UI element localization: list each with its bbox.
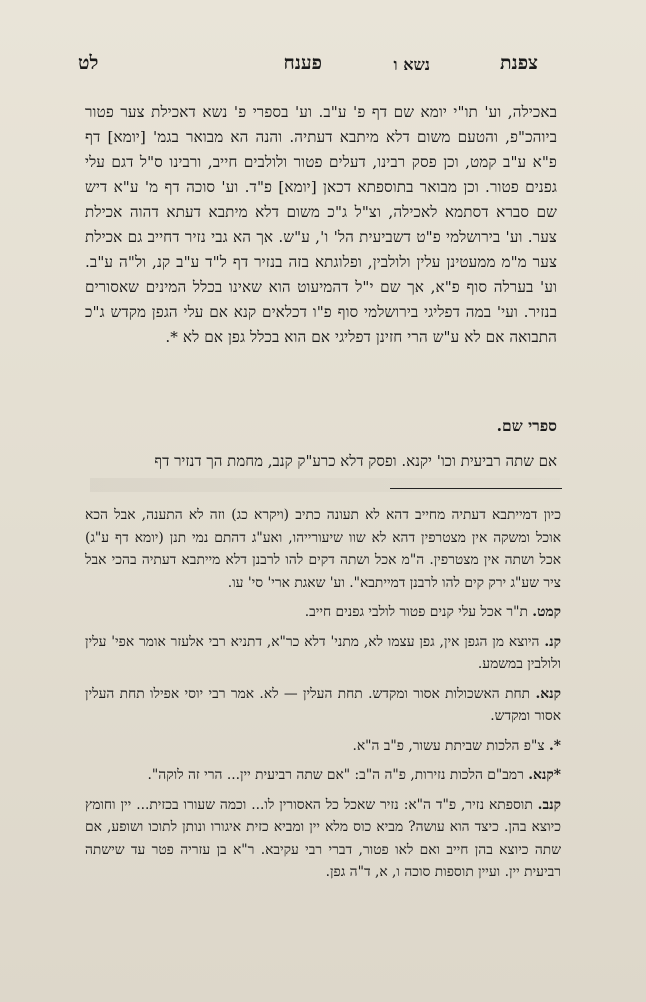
footnote-continuation	[85, 504, 561, 594]
footnote	[85, 794, 561, 884]
page-number: לט	[78, 52, 99, 74]
section-heading: ספרי שם.	[496, 416, 557, 435]
footnote	[85, 601, 561, 624]
footnote-label: קנב.	[537, 796, 561, 813]
footnote-text: תחת האשכולות אסור ומקדש. תחת העלין — לא. אמר רבי יוסי אפילו תחת העלין אסור ומקדש.	[85, 685, 561, 724]
footnote-text: היוצא מן הגפן אין, גפן עצמו לא, מתני' דלא כר"א, דתניא רבי אלעזר אומר אפי' עלין ולולבין במשמע.	[85, 633, 561, 672]
footnote-text: ת"ר אכל עלי קנים פטור לולבי גפנים חייב.	[304, 604, 528, 620]
footnote-label: קמט.	[532, 604, 561, 620]
footnote	[85, 683, 561, 728]
footnote	[85, 631, 561, 676]
running-header	[78, 52, 558, 82]
header-parsha: נשא ו	[393, 55, 430, 74]
footnote-label: *.	[548, 737, 561, 754]
footnote-text: תוספתא נזיר, פ"ד ה"א: נזיר שאכל כל האסורין לו... וכמה שעורו בכזית... יין וחומץ כיוצא בהן. כיצד הוא עושה? מביא כוס מלא יין ומביא כזית איגורו ונותן לתוכו ושופע, אם שתה כיוצא בהן חייב ואם לאו פטור, דברי רבי עקיבא. ר"א בן עזריה פטר עד שישתה רביעית יין. ועיין תוספות סוכה ו, א, ד"ה גפן.	[85, 796, 561, 880]
header-book-title-left: פענח	[283, 52, 322, 74]
section-text: אם שתה רביעית וכו' יקנא. ופסק דלא כרע"ק קנב, מחמת הך דנזיר דף	[154, 452, 557, 470]
footnote-separator	[390, 488, 562, 489]
footnote-label: קנא.	[535, 685, 561, 702]
bleed-through-shadow	[90, 478, 560, 492]
main-text: באכילה, וע' תו"י יומא שם דף פ' ע"ב. וע' בספרי פ' נשא דאכילת צער פטור ביוהכ"פ, והטעם משום דלא מיתבא דעתיה. והנה הא מבואר בגמ' [יומא] דף פ"א ע"ב קמט, וכן פסק רבינו, דעלים פטור ולולבים חייב, ורבינו ס"ל דגם עלי גפנים פטור. וכן מבואר בתוספתא דכאן [יומא] פ"ד. וע' סוכה דף מ' ע"א דיש שם סברא דסתמא לאכילה, וצ"ל ג"כ משום דלא מיתבא דעתא דהוה אכילת צער. וע' בירושלמי פ"ט דשביעית הל' ו', ע"ש. אך הא גבי נזיר דחייב גם אכילת צער מ"מ ממעטינן עלין ולולבין, ופלוגתא בזה בנזיר דף ל"ד ע"ב קנ, ול"ה ע"ב. וע' בערלה סוף פ"א, אך שם י"ל דהמיעוט הוא שאינו בכלל המינים שאסורים בנזיר. ועי' במה דפליגי בירושלמי סוף פ"ו דכלאים קנא אם עלי הגפן מקדש ג"כ התבואה אם לא ע"ש הרי חזינן דפליגי אם הוא בכלל גפן אם לא *.	[85, 103, 557, 346]
footnote	[85, 764, 561, 787]
footnote-text: צ"פ הלכות שביתת עשור, פ"ב ה"א.	[352, 737, 545, 754]
footnote	[85, 735, 561, 758]
footnote-label: *קנא.	[528, 767, 561, 783]
header-book-title-right: צפנת	[499, 52, 538, 74]
footnote-text: כיון דמייתבא דעתיה מחייב דהא לא תעונה כתיב (ויקרא כג) וזה לא התענה, אבל הכא אוכל ומשקה אין מצטרפין דהא לא שוו שיעורייהו, ואע"ג דהתם נמי תנן (יומא דף ע"ג) אכל ושתה אין מצטרפין. ה"מ אכל ושתה דקים להו לרבנן דלא מייתבא דעתיה בהכי אבל ציר שע"ג ירק קים להו לרבנן דמייתבא". וע' שאגת ארי' סי' עו.	[85, 507, 561, 591]
footnotes	[85, 504, 561, 891]
footnote-label: קנ.	[544, 633, 561, 650]
footnote-text: רמב"ם הלכות נזירות, פ"ה ה"ב: "אם שתה רביעית יין... הרי זה לוקה".	[147, 767, 524, 783]
